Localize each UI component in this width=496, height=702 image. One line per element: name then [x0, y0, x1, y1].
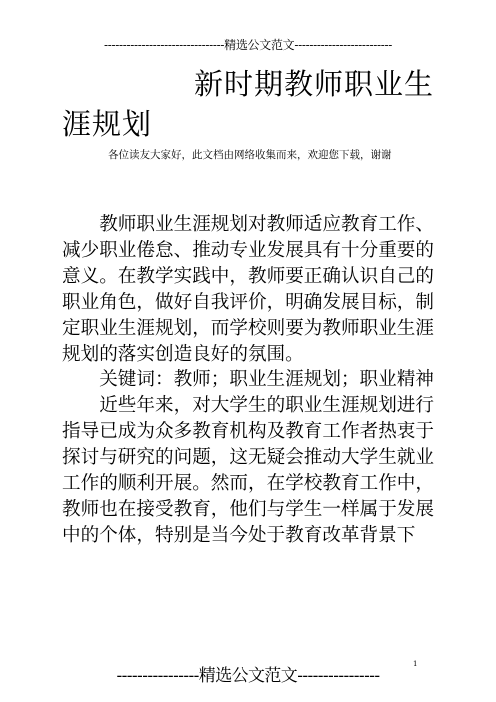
paragraph-main: 近些年来，对大学生的职业生涯规划进行指导已成为众多教育机构及教育工作者热衷于探讨与研究的问题，这无疑会推动大学生就业工作的顺利开展。然而，在学校教育工作中，教师也在接受教育，他们与学生一样属于发展中的个体，特别是当今处于教育改革背景下 — [62, 395, 434, 546]
page-footer: ----------------精选公文范文---------------- — [116, 666, 380, 686]
title-line-2: 涯规划 — [62, 107, 153, 141]
document-body — [62, 212, 434, 549]
title-line-1: 新时期教师职业生 — [193, 67, 434, 101]
download-notice: 各位读友大家好，此文档由网络收集而来，欢迎您下载，谢谢 — [108, 149, 392, 161]
page-number: 1 — [413, 660, 418, 668]
paragraph-intro: 教师职业生涯规划对教师适应教育工作、减少职业倦怠、推动专业发展具有十分重要的意义。在教学实践中，教师要正确认识自己的职业角色，做好自我评价，明确发展目标，制定职业生涯规划，而学校则要为教师职业生涯规划的落实创造良好的氛围。 — [62, 214, 434, 365]
document-title — [62, 64, 434, 144]
page-header: --------------------------------精选公文范文-------------------------- — [104, 38, 392, 52]
paragraph-keywords: 关键词：教师；职业生涯规划；职业精神 — [99, 369, 434, 391]
